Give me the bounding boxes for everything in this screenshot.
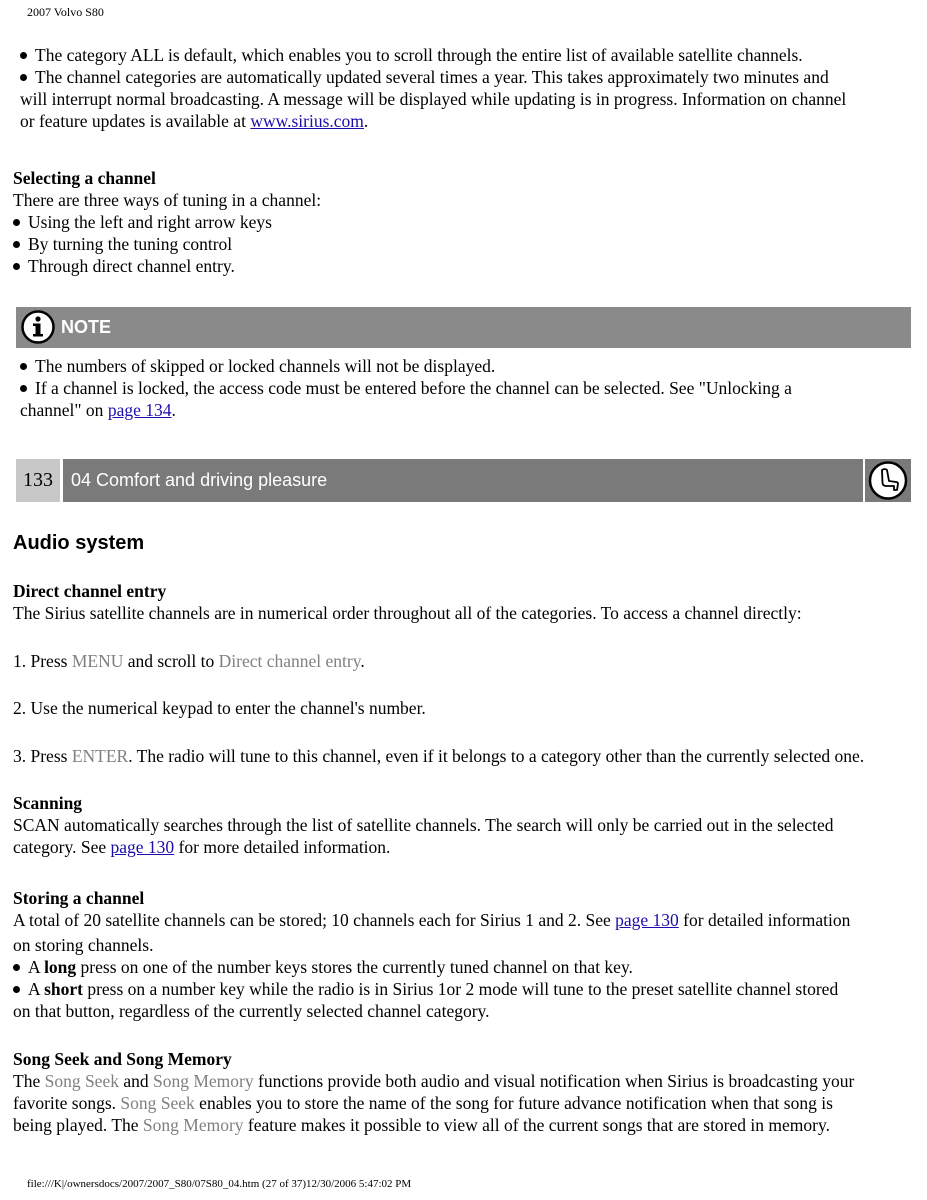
intro-bullet-2-line-3: or feature updates is available at www.sirius.com.	[20, 111, 369, 131]
list-item: By turning the tuning control	[13, 233, 913, 255]
note-bullet-2-line-2: channel" on page 134.	[20, 400, 176, 420]
note-bullet-1: The numbers of skipped or locked channels will not be displayed.	[20, 355, 920, 377]
note-bullet-2: If a channel is locked, the access code must be entered before the channel can be selected. See "Unlocking a	[20, 377, 920, 399]
document-header: 2007 Volvo S80	[27, 5, 104, 19]
bullet-icon	[20, 363, 27, 370]
bullet-icon	[20, 385, 27, 392]
selecting-channel-section	[13, 167, 913, 277]
bullet-icon	[20, 52, 27, 59]
note-banner	[16, 307, 911, 348]
note-label: NOTE	[61, 317, 112, 337]
chapter-title: 04 Comfort and driving pleasure	[63, 459, 863, 502]
bullet-icon	[13, 219, 20, 226]
direct-entry-heading: Direct channel entry	[13, 581, 167, 601]
bullet-icon	[13, 263, 20, 270]
sirius-website-link[interactable]: www.sirius.com	[250, 111, 364, 131]
info-icon	[21, 310, 55, 344]
intro-bullet-2-line-2: will interrupt normal broadcasting. A message will be displayed while updating is in progress. Information on channel	[20, 89, 847, 109]
scanning-line-2: category. See page 130 for more detailed information.	[13, 837, 391, 857]
list-item: Through direct channel entry.	[13, 255, 913, 277]
storing-line-1: A total of 20 satellite channels can be stored; 10 channels each for Sirius 1 and 2. See page 130 for detailed information	[13, 910, 851, 930]
direct-entry-step-3: 3. Press ENTER. The radio will tune to this channel, even if it belongs to a category other than the currently selected one.	[13, 746, 865, 766]
intro-bullets	[20, 44, 920, 132]
scanning-line-1: SCAN automatically searches through the list of satellite channels. The search will only be carried out in the selected	[13, 815, 834, 835]
storing-line-2: on storing channels.	[13, 935, 154, 955]
bullet-icon	[13, 241, 20, 248]
document-footer: file:///K|/ownersdocs/2007/2007_S80/07S80_04.htm (27 of 37)12/30/2006 5:47:02 PM	[27, 1178, 412, 1190]
storing-bullet-2-line-2: on that button, regardless of the currently selected channel category.	[13, 1001, 490, 1021]
bullet-icon	[13, 986, 20, 993]
scanning-section	[13, 792, 913, 858]
direct-entry-section	[13, 580, 913, 624]
intro-bullet-1: The category ALL is default, which enables you to scroll through the entire list of available satellite channels.	[20, 44, 920, 66]
seat-icon	[865, 459, 911, 502]
note-content	[20, 355, 920, 421]
direct-entry-step-2: 2. Use the numerical keypad to enter the channel's number.	[13, 698, 426, 718]
intro-bullet-2: The channel categories are automatically updated several times a year. This takes approximately two minutes and	[20, 66, 920, 88]
scanning-heading: Scanning	[13, 793, 83, 813]
page-130-link[interactable]: page 130	[615, 910, 679, 930]
storing-section	[13, 887, 913, 1022]
direct-entry-intro: The Sirius satellite channels are in numerical order throughout all of the categories. To access a channel directly:	[13, 603, 802, 623]
chapter-banner	[16, 459, 911, 502]
section-title: Audio system	[13, 532, 145, 554]
selecting-intro: There are three ways of tuning in a channel:	[13, 190, 322, 210]
menu-key-label: MENU	[71, 651, 124, 671]
page-130-link[interactable]: page 130	[110, 837, 175, 857]
storing-heading: Storing a channel	[13, 888, 145, 908]
bullet-icon	[20, 74, 27, 81]
song-line-2: favorite songs. Song Seek enables you to store the name of the song for future advance notification when that song is	[13, 1093, 833, 1113]
song-line-3: being played. The Song Memory feature makes it possible to view all of the current songs that are stored in memory.	[13, 1115, 830, 1135]
storing-bullet-1: A long press on one of the number keys stores the currently tuned channel on that key.	[13, 956, 913, 978]
song-section	[13, 1048, 913, 1136]
song-heading: Song Seek and Song Memory	[13, 1049, 232, 1069]
list-item: Using the left and right arrow keys	[13, 211, 913, 233]
page-number: 133	[16, 459, 60, 502]
bullet-icon	[13, 964, 20, 971]
page-134-link[interactable]: page 134	[107, 400, 172, 420]
selecting-heading: Selecting a channel	[13, 168, 156, 188]
enter-key-label: ENTER	[71, 746, 129, 766]
menu-item-label: Direct channel entry	[218, 651, 361, 671]
direct-entry-step-1: 1. Press MENU and scroll to Direct channel entry.	[13, 651, 365, 671]
chapter-icon-box	[865, 459, 911, 502]
song-line-1: The Song Seek and Song Memory functions provide both audio and visual notification when Sirius is broadcasting your	[13, 1071, 855, 1091]
storing-bullet-2: A short press on a number key while the radio is in Sirius 1or 2 mode will tune to the preset satellite channel stored	[13, 978, 913, 1000]
